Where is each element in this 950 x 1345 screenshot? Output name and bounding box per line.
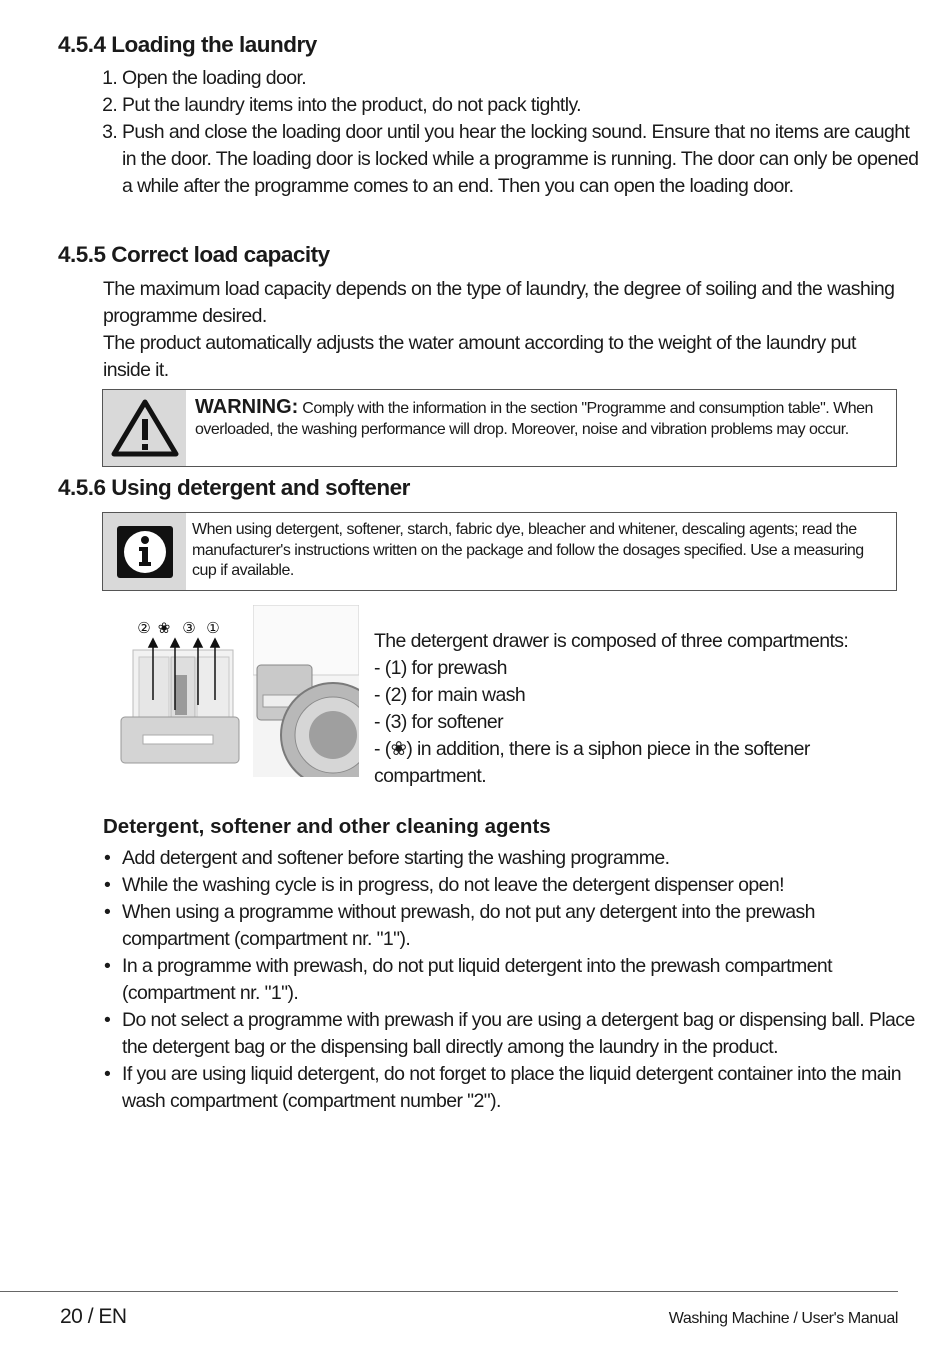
warning-box [102, 389, 897, 467]
water-amount-paragraph: The product automatically adjusts the water amount according to the weight of the laundry put inside it. [103, 332, 856, 381]
list-item: • While the washing cycle is in progress, do not leave the detergent dispenser open! [122, 872, 922, 899]
drawer-intro: The detergent drawer is composed of three compartments: [374, 630, 849, 652]
compartment-1-label: ① [206, 619, 220, 637]
list-item: • Add detergent and softener before starting the washing programme. [122, 845, 922, 872]
list-item: • When using a programme without prewash, do not put any detergent into the prewash compartment (compartment nr. "1"). [122, 899, 922, 953]
info-icon-cell [103, 513, 186, 590]
footer-divider [0, 1291, 898, 1292]
section-title-detergent-softener: 4.5.6 Using detergent and softener [58, 475, 410, 500]
washing-machine-drawer-illustration [253, 605, 359, 777]
info-box [102, 512, 897, 591]
drawer-line-main-wash: - (2) for main wash [374, 684, 526, 706]
detergent-drawer-illustration [103, 605, 241, 775]
compartment-2-label: ② [137, 619, 151, 637]
compartment-3-label: ③ [182, 619, 196, 637]
warning-label: WARNING: [195, 396, 299, 418]
drawer-line-siphon: - (❀) in addition, there is a siphon piece in the softener compartment. [374, 738, 810, 787]
warning-icon-cell [103, 390, 186, 466]
list-item: • If you are using liquid detergent, do not forget to place the liquid detergent container into the main wash compartment (compartment number "2"). [122, 1061, 922, 1115]
drawer-line-prewash: - (1) for prewash [374, 657, 507, 679]
drawer-description [374, 628, 914, 790]
warning-body [186, 390, 896, 466]
info-icon [115, 524, 175, 580]
loading-steps-list [100, 65, 922, 200]
page-number: 20 / EN [60, 1305, 127, 1328]
warning-text: Comply with the information in the section "Programme and consumption table". When overloaded, the washing performance will drop. Moreover, noise and vibration problems may occur. [195, 400, 873, 438]
list-item: • Do not select a programme with prewash if you are using a detergent bag or dispensing ball. Place the detergent bag or the dispensing ball directly among the laundry in the product. [122, 1007, 922, 1061]
list-item: 1. Open the loading door. [122, 65, 922, 92]
drawer-line-softener: - (3) for softener [374, 711, 503, 733]
section-title-loading-laundry: 4.5.4 Loading the laundry [58, 32, 317, 57]
manual-title: Washing Machine / User's Manual [668, 1310, 898, 1327]
section-title-load-capacity: 4.5.5 Correct load capacity [58, 242, 330, 267]
warning-triangle-icon [110, 397, 180, 459]
siphon-label: ❀ [157, 619, 171, 637]
list-item: • In a programme with prewash, do not put liquid detergent into the prewash compartment (compartment nr. "1"). [122, 953, 922, 1007]
cleaning-agents-list [100, 845, 922, 1115]
subsection-title-cleaning-agents: Detergent, softener and other cleaning agents [103, 815, 551, 838]
list-item: 2. Put the laundry items into the product, do not pack tightly. [122, 92, 922, 119]
load-capacity-paragraph: The maximum load capacity depends on the type of laundry, the degree of soiling and the washing programme desired. [103, 278, 895, 327]
list-item: 3. Push and close the loading door until you hear the locking sound. Ensure that no items are caught in the door. The loading door is locked while a programme is running. The door can only be opened a while after the programme comes to an end. Then you can open the loading door. [122, 119, 922, 200]
info-text: When using detergent, softener, starch, fabric dye, bleacher and whitener, descaling agents; read the manufacturer's instructions written on the package and follow the dosages specified. Use a measuring cup if available. [192, 521, 864, 579]
